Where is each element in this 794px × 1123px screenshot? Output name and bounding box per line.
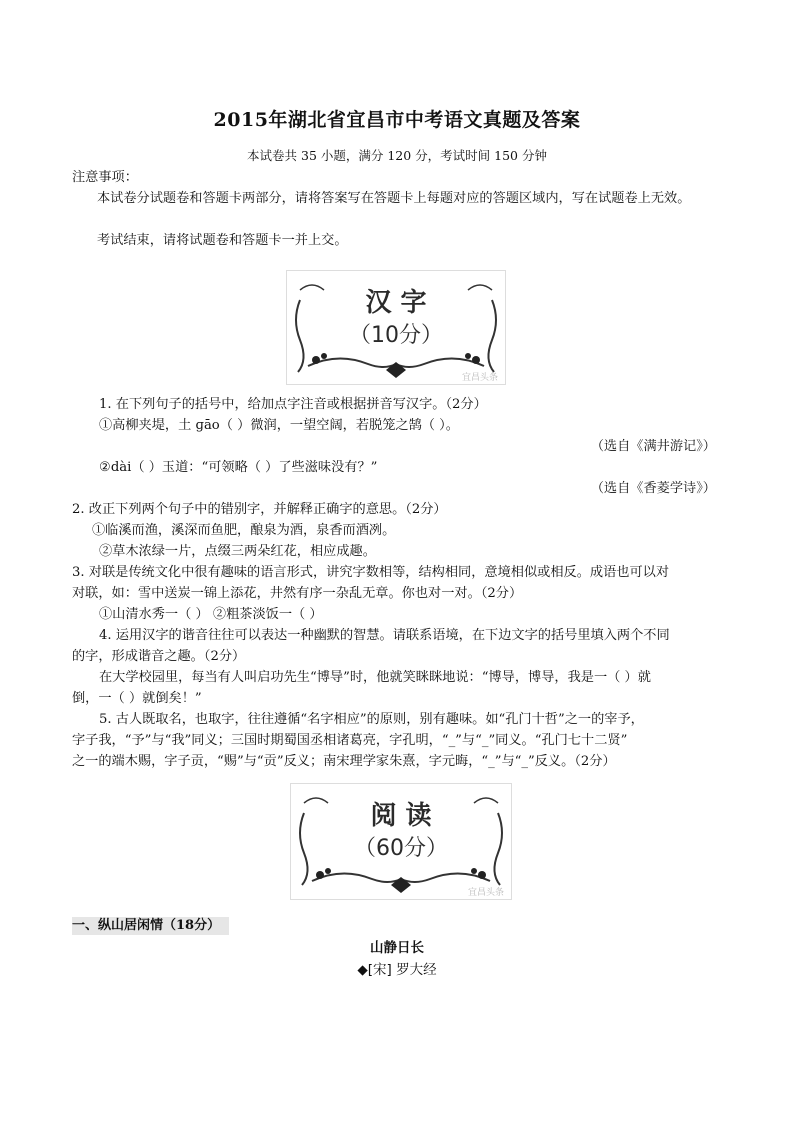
question-1-a: ①高柳夹堤，土 ɡāo（ ）微润，一望空阔，若脱笼之鹄（ ）。 [99,418,459,433]
exam-info: 本试卷共 35 小题，满分 120 分，考试时间 150 分钟 [247,148,547,163]
question-1-b: ②dài（ ）玉道：“可领略（ ）了些滋味没有？” [99,460,378,475]
watermark: 宜昌头条 [461,373,498,383]
notice-label: 注意事项： [72,170,138,185]
question-5-line-3: 之一的端木赐，字子贡，“赐”与“贡”反义；南宋理学家朱熹，字元晦，“_”与“_”反义。（2分） [72,754,616,769]
question-3-options: ①山清水秀一（ ） ②粗茶淡饭一（ ） [99,607,323,622]
banner-yuedu-score: （60分） [354,836,448,861]
question-3-line-1: 3. 对联是传统文化中很有趣味的语言形式，讲究字数相等，结构相同，意境相似或相反。成语也可以对 [72,565,670,580]
section-banner-hanzi [286,270,506,385]
banner-hanzi-title: 汉 字 [365,288,427,318]
question-4-line-1: 4. 运用汉字的谐音往往可以表达一种幽默的智慧。请联系语境，在下边文字的括号里填入两个不同 [99,628,670,643]
question-2-a: ①临溪而渔，溪深而鱼肥，酿泉为酒，泉香而酒冽。 [92,523,396,538]
question-5-line-1: 5. 古人既取名，也取字，往往遵循“名字相应”的原则，别有趣味。如“孔门十哲”之一的宰予， [99,712,644,727]
question-5-line-2: 字子我，“予”与“我”同义；三国时期蜀国丞相诸葛亮，字孔明，“_”与“_”同义。“孔门七十二贤” [72,733,628,748]
question-2-b: ②草木浓绿一片，点缀三两朵红花，相应成趣。 [99,544,376,559]
question-4-line-2: 的字，形成谐音之趣。（2分） [72,649,246,664]
question-1-a-source: （选自《满井游记》） [590,439,716,454]
section-banner-yuedu [290,783,512,900]
question-1: 1. 在下列句子的括号中，给加点字注音或根据拼音写汉字。（2分） [99,397,487,412]
poem-author: ◆[宋] 罗大经 [357,962,437,978]
banner-hanzi-score: （10分） [349,323,443,348]
banner-yuedu-title: 阅 读 [370,801,432,831]
question-1-b-source: （选自《香菱学诗》） [590,481,716,496]
notice-line-2: 考试结束，请将试题卷和答题卡一并上交。 [97,233,348,248]
poem-title: 山静日长 [370,940,424,956]
question-4-line-4: 倒，一（ ）就倒矣！” [72,691,202,706]
watermark: 宜昌头条 [467,888,504,898]
page-title: 2015年湖北省宜昌市中考语文真题及答案 [213,109,581,131]
question-4-line-3: 在大学校园里，每当有人叫启功先生“博导”时，他就笑眯眯地说：“博导，博导，我是一（ ）就 [99,670,651,685]
question-2: 2. 改正下列两个句子中的错别字，并解释正确字的意思。（2分） [72,502,447,517]
section-heading: 一、纵山居闲情（18分） [72,917,229,935]
notice-line-1: 本试卷分试题卷和答题卡两部分，请将答案写在答题卡上每题对应的答题区域内，写在试题卷上无效。 [97,191,691,206]
question-3-line-2: 对联，如：雪中送炭一锦上添花，井然有序一杂乱无章。你也对一对。（2分） [72,586,523,601]
